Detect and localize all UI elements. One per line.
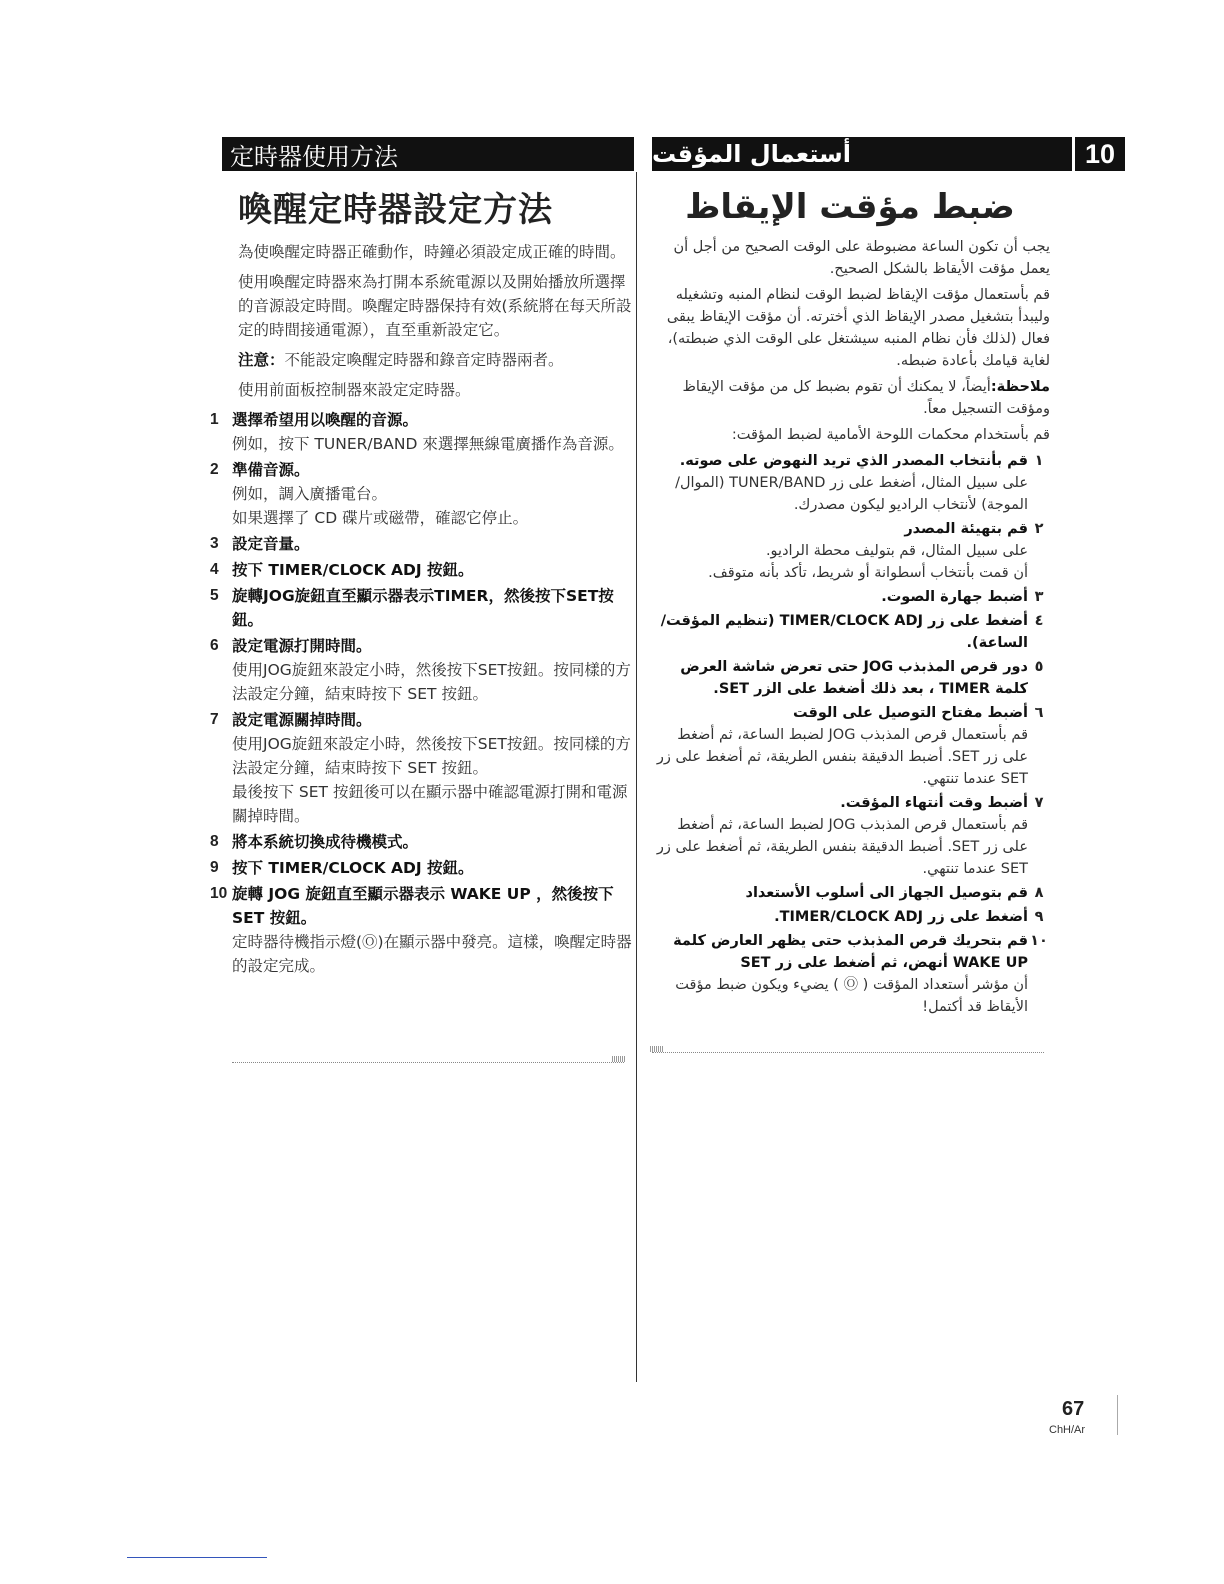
arabic-note-label: ملاحظة: — [990, 379, 1050, 395]
step-title: 設定電源打開時間。 — [232, 637, 372, 655]
arabic-step — [650, 882, 1050, 904]
chinese-intro-2: 使用喚醒定時器來為打開本系統電源以及開始播放所選擇的音源設定時間。喚醒定時器保持有效(系統將在每天所設定的時間接通電源），直至重新設定它。 — [238, 273, 632, 339]
step-number: 4 — [210, 561, 219, 578]
section-header-arabic — [652, 137, 1072, 171]
step-title: قم بتهيئة المصدر — [904, 521, 1028, 537]
chinese-column — [210, 184, 635, 980]
arabic-step — [650, 518, 1050, 584]
step-number: 2 — [210, 461, 219, 478]
step-title: 將本系統切換成待機模式。 — [232, 833, 419, 851]
section-title-chinese: 定時器使用方法 — [230, 142, 398, 171]
step-number: ٨ — [1034, 885, 1044, 901]
chinese-step — [210, 408, 635, 456]
step-number: 5 — [210, 587, 219, 604]
arabic-step — [650, 702, 1050, 790]
arabic-end-mark — [650, 1046, 664, 1052]
step-title: أضغط على زر TIMER/CLOCK ADJ (تنظيم المؤقت/ الساعة). — [660, 613, 1028, 651]
chinese-note-label: 注意： — [238, 351, 285, 369]
arabic-step — [650, 586, 1050, 608]
step-number: 7 — [210, 711, 219, 728]
step-desc: 例如，調入廣播電台。 如果選擇了 CD 碟片或磁帶，確認它停止。 — [232, 485, 529, 527]
step-number: 9 — [210, 859, 219, 876]
step-title: أضغط على زر TIMER/CLOCK ADJ. — [774, 909, 1028, 925]
step-title: أضبط مفتاح التوصيل على الوقت — [793, 705, 1028, 721]
arabic-column — [650, 184, 1050, 1020]
step-desc: 使用JOG旋鈕來設定小時，然後按下SET按鈕。按同樣的方法設定分鐘，結束時按下 SET 按鈕。 最後按下 SET 按鈕後可以在顯示器中確認電源打開和電源關掉時間。 — [232, 735, 631, 825]
step-title: دور قرص المذبذب JOG حتى تعرض شاشة العرض كلمة TIMER ، بعد ذلك أضغط على الزر SET. — [680, 659, 1028, 697]
step-desc: على سبيل المثال، قم بتوليف محطة الراديو. أن قمت بأنتخاب أسطوانة أو شريط، تأكد بأنه متوقف. — [708, 543, 1028, 581]
step-number: ١ — [1034, 453, 1044, 469]
arabic-step — [650, 450, 1050, 516]
step-title: قم بأنتخاب المصدر الذي تريد النهوض على صوته. — [679, 453, 1028, 469]
chapter-number: 10 — [1075, 137, 1125, 171]
page-edge-mark — [1117, 1395, 1118, 1435]
arabic-step — [650, 906, 1050, 928]
step-title: 設定電源關掉時間。 — [232, 711, 372, 729]
step-desc: 例如，按下 TUNER/BAND 來選擇無線電廣播作為音源。 — [232, 435, 624, 453]
step-number: 3 — [210, 535, 219, 552]
step-number: 10 — [210, 885, 228, 902]
step-number: ١٠ — [1030, 933, 1048, 949]
arabic-panel-note: قم بأستخدام محكمات اللوحة الأمامية لضبط المؤقت: — [731, 427, 1050, 443]
step-title: أضبط جهارة الصوت. — [881, 589, 1028, 605]
step-title: 準備音源。 — [232, 461, 310, 479]
arabic-intro-2: قم بأستعمال مؤقت الإيقاظ لضبط الوقت لنظام المنبه وتشغيله وليبدأ بتشغيل مصدر الإيقاظ الذي أخترته. أن مؤقت الإيقاظ يبقى فعال (لذلك فأن نظام المنبه سيشتغل على الوقت الذي ضبطته)، لغاية قيامك بأعادة ضبطه. — [666, 287, 1050, 369]
chinese-step — [210, 882, 635, 978]
step-title: قم بتحريك قرص المذبذب حتى يظهر العارض كلمة WAKE UP أنهض، ثم أضغط على زر SET — [673, 933, 1028, 971]
chinese-panel-note: 使用前面板控制器來設定定時器。 — [238, 381, 471, 399]
chinese-end-rule — [232, 1062, 624, 1063]
chinese-intro-1: 為使喚醒定時器正確動作，時鐘必須設定成正確的時間。 — [238, 243, 626, 261]
section-header-chinese — [222, 137, 634, 171]
chinese-step — [210, 558, 635, 582]
chinese-step — [210, 532, 635, 556]
step-desc: قم بأستعمال قرص المذبذب JOG لضبط الساعة، ثم أضغط على زر SET. أضبط الدقيقة بنفس الطريقة، ثم أضغط على زر SET عندما تنتهي. — [656, 817, 1028, 877]
arabic-step — [650, 930, 1050, 1018]
step-number: 1 — [210, 411, 219, 428]
chinese-end-mark — [612, 1056, 626, 1062]
arabic-step — [650, 792, 1050, 880]
step-desc: قم بأستعمال قرص المذبذب JOG لضبط الساعة، ثم أضغط على زر SET. أضبط الدقيقة بنفس الطريقة، ثم أضغط على زر SET عندما تنتهي. — [656, 727, 1028, 787]
step-desc: 使用JOG旋鈕來設定小時，然後按下SET按鈕。按同樣的方法設定分鐘，結束時按下 SET 按鈕。 — [232, 661, 631, 703]
step-number: 8 — [210, 833, 219, 850]
arabic-step — [650, 656, 1050, 700]
chinese-step — [210, 830, 635, 854]
chinese-note-text: 不能設定喚醒定時器和錄音定時器兩者。 — [284, 351, 564, 369]
step-number: ٤ — [1034, 613, 1044, 629]
arabic-heading: ضبط مؤقت الإيقاظ — [685, 187, 1015, 227]
step-number: ٩ — [1034, 909, 1044, 925]
step-number: ٧ — [1034, 795, 1044, 811]
step-desc: على سبيل المثال، أضغط على زر TUNER/BAND (الموال/ الموجة) لأنتخاب الراديو ليكون مصدرك. — [675, 475, 1028, 513]
step-title: 按下 TIMER/CLOCK ADJ 按鈕。 — [232, 859, 474, 877]
section-title-arabic: أستعمال المؤقت — [652, 140, 851, 168]
chinese-note — [238, 348, 635, 372]
step-title: أضبط وقت أنتهاء المؤقت. — [840, 795, 1028, 811]
step-number: ٦ — [1034, 705, 1044, 721]
chinese-step — [210, 458, 635, 530]
language-code: ChH/Ar — [1049, 1424, 1086, 1436]
arabic-intro-1: يجب أن تكون الساعة مضبوطة على الوقت الصحيح من أجل أن يعمل مؤقت الأيقاظ بالشكل الصحيح. — [673, 239, 1050, 277]
step-title: 選擇希望用以喚醒的音源。 — [232, 411, 419, 429]
chinese-step — [210, 708, 635, 828]
step-number: ٥ — [1034, 659, 1044, 675]
step-number: ٣ — [1034, 589, 1044, 605]
arabic-end-rule — [652, 1052, 1044, 1053]
step-title: 按下 TIMER/CLOCK ADJ 按鈕。 — [232, 561, 474, 579]
step-number: 6 — [210, 637, 219, 654]
arabic-step — [650, 610, 1050, 654]
step-title: 旋轉JOG旋鈕直至顯示器表示TIMER，然後按下SET按鈕。 — [232, 587, 614, 629]
chinese-step — [210, 584, 635, 632]
chinese-step — [210, 856, 635, 880]
page-number: 67 — [1062, 1398, 1085, 1420]
step-title: 設定音量。 — [232, 535, 310, 553]
step-desc: 定時器待機指示燈(Ⓞ)在顯示器中發亮。這樣，喚醒定時器的設定完成。 — [232, 933, 632, 975]
chinese-heading: 喚醒定時器設定方法 — [238, 190, 553, 230]
chinese-step — [210, 634, 635, 706]
step-number: ٢ — [1034, 521, 1044, 537]
footer-line — [127, 1557, 267, 1558]
step-desc: أن مؤشر أستعداد المؤقت ( Ⓞ ) يضيء ويكون ضبط مؤقت الأيقاظ قد أكتمل! — [675, 977, 1028, 1015]
arabic-note — [650, 376, 1050, 420]
step-title: قم بتوصيل الجهاز الى أسلوب الأستعداد — [745, 885, 1028, 901]
step-title: 旋轉 JOG 旋鈕直至顯示器表示 WAKE UP ，然後按下 SET 按鈕。 — [232, 885, 614, 927]
arabic-note-text: أيضاً، لا يمكنك أن تقوم بضبط كل من مؤقت الإيقاظ ومؤقت التسجيل معاً. — [682, 379, 1050, 417]
column-divider — [636, 172, 637, 1382]
